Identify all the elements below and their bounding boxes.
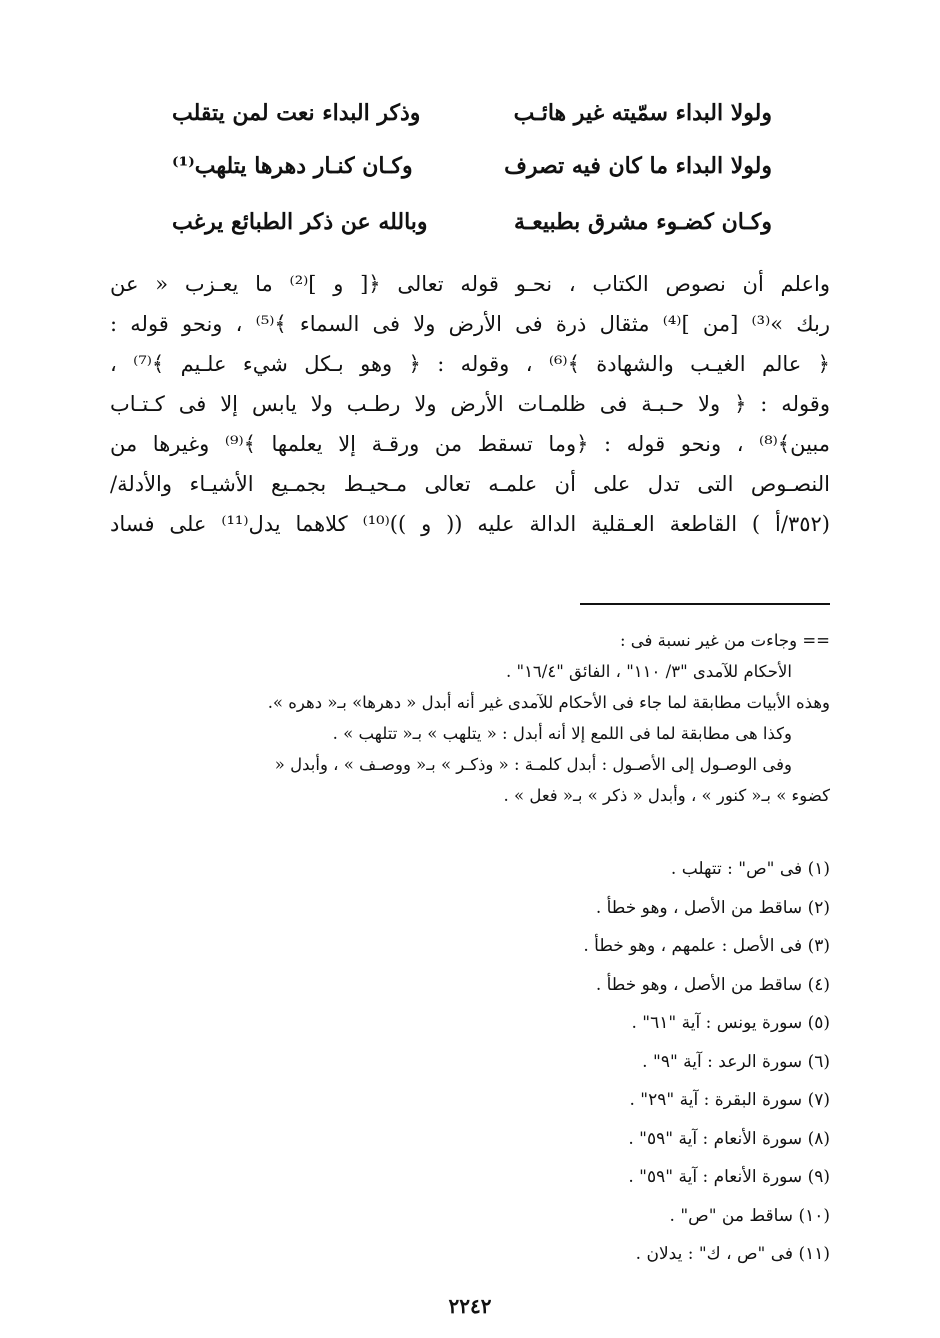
footnote-item: (٥) سورة يونس : آية "٦١" . [631,1013,830,1033]
paragraph-line: ﴿ عالم الغيـب والشهادة ﴾⁽⁶⁾ ، وقوله : ﴿ وهو بـكل شيء علـيم ﴾⁽⁷⁾ ، [110,352,830,376]
footnote-item: (٦) سورة الرعد : آية "٩" . [642,1051,830,1072]
verse-first-hemistich: ولولا البداء سمّيته غير هائـب [513,100,772,126]
footnote-line: الأحكام للآمدى "٣/ ١١٠" ، الفائق "١٦/٤" . [505,662,792,681]
verse-first-hemistich: وكـان كضـوء مشرق بطبيعـة [513,209,772,235]
paragraph-line: وقوله : ﴿ ولا حـبـة فى ظلمـات الأرض ولا رطـب ولا يابس إلا فى كـتـاب [110,392,830,416]
footnote-item: (٩) سورة الأنعام : آية "٥٩" . [628,1167,830,1187]
poem-verse [172,207,772,237]
footnote-separator [580,603,830,605]
verse-first-hemistich: ولولا البداء ما كان فيه تصرف [504,153,772,179]
footnotes-list [110,850,830,1274]
poem-verse [172,151,772,181]
verse-second-hemistich: وكـان كنـار دهرها يتلهب⁽¹⁾ [172,153,413,179]
footnote-item: (٣) فى الأصل : علمهم ، وهو خطأ . [583,936,830,956]
footnote-item: (١) فى "ص" : تتهلب . [670,859,830,879]
footnote-item: (٨) سورة الأنعام : آية "٥٩" . [628,1128,830,1149]
footnote-line: وفى الوصـول إلى الأصـول : أبدل كلمـة : « وذكـر » بـ« ووصـف » ، وأبدل « [274,755,792,774]
footnote-item: (٤) ساقط من الأصل ، وهو خطأ . [595,974,830,995]
paragraph-line: (٣٥٢/أ ) القاطعة العـقلية الدالة عليه (( و ))⁽¹⁰⁾ كلاهما يدل⁽¹¹⁾ على فساد [110,512,830,536]
paragraph-line: واعلم أن نصوص الكتاب ، نحـو قوله تعالى ﴿[ و ]⁽²⁾ ما يعـزب « عن [110,272,830,296]
verse-second-hemistich: وذكر البداء نعت لمن يتقلب [172,100,421,126]
footnote-line: وهذه الأبيات مطابقة لما جاء فى الأحكام للآمدى غير أنه أبدل « دهرها» بـ« دهره ». [267,693,830,712]
page-number: ٢٢٤٢ [448,1294,492,1318]
footnote-item: (٧) سورة البقرة : آية "٢٩" . [629,1090,830,1110]
poem-verse [172,98,772,128]
paragraph-line: ربك »⁽³⁾ [من ]⁽⁴⁾ مثقال ذرة فى الأرض ولا فى السماء ﴾⁽⁵⁾ ، ونحو قوله : [110,312,830,336]
main-paragraph [110,264,830,544]
footnote-line: وكذا هى مطابقة لما فى اللمع إلا أنه أبدل : « يتلهب » بـ« تتلهب » . [332,724,792,743]
footnote-item: (٢) ساقط من الأصل ، وهو خطأ . [595,897,830,918]
footnote-item: (١٠) ساقط من "ص" . [669,1205,830,1226]
footnote-item: (١١) فى "ص ، ك" : يدلان . [635,1244,830,1264]
footnote-continuation [110,626,830,812]
footnote-line: كضوء » بـ« كنور » ، وأبدل « ذكر » بـ« فعل » . [503,786,830,805]
paragraph-line: مبين﴾⁽⁸⁾ ، ونحو قوله : ﴿وما تسقط من ورقـة إلا يعلمها ﴾⁽⁹⁾ وغيرها من [110,432,830,456]
verse-second-hemistich: وبالله عن ذكر الطبائع يرغب [172,209,428,235]
paragraph-line: النصـوص التى تدل على أن علمـه تعالى مـحيـط بجمـيع الأشيـاء والأدلة/ [110,472,830,496]
footnote-line: == وجاءت من غير نسبة فى : [619,631,830,650]
